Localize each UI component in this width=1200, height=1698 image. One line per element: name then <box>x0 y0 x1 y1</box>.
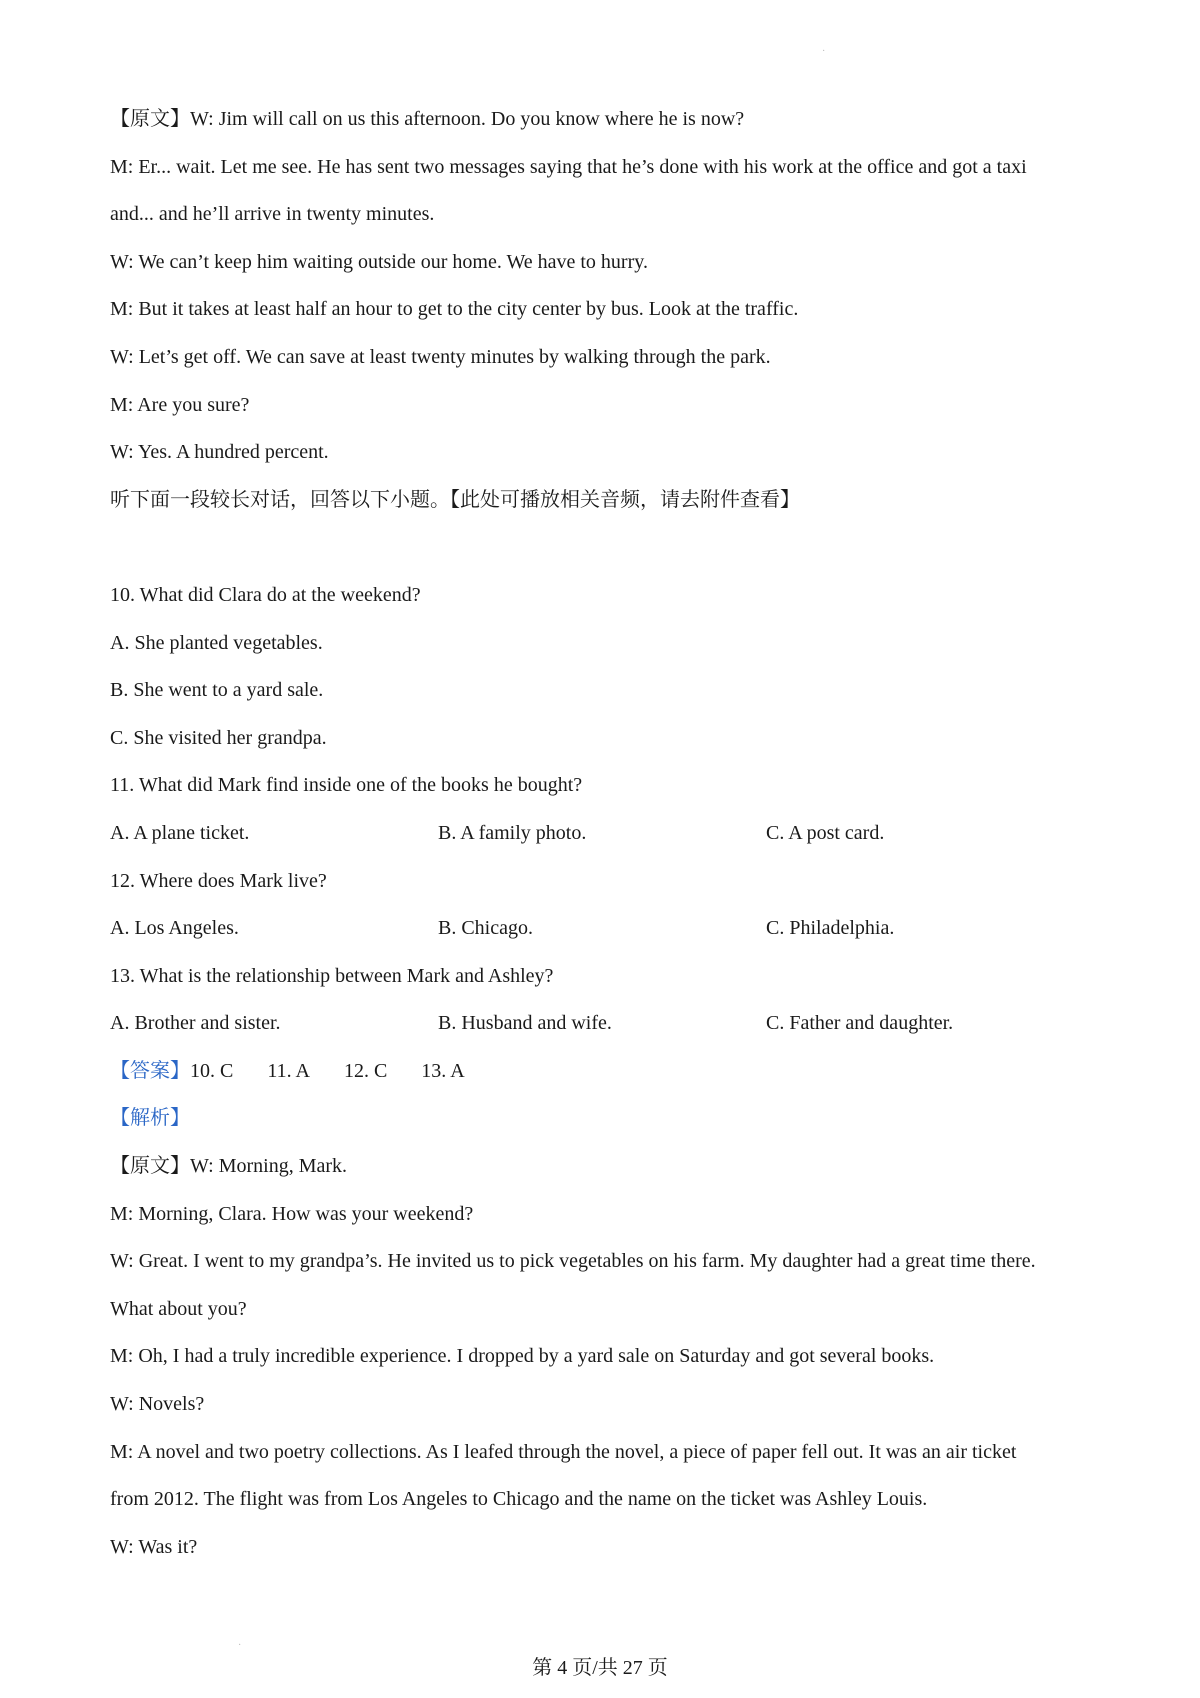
option-a: A. A plane ticket. <box>110 821 250 844</box>
option-c: C. Philadelphia. <box>766 917 895 940</box>
transcript-line: M: Er... wait. Let me see. He has sent two messages saying that he’s done with his work at the office and got a taxi <box>110 155 1027 178</box>
transcript-line: W: Yes. A hundred percent. <box>110 441 329 464</box>
transcript-line: 【原文】W: Jim will call on us this afternoon. Do you know where he is now? <box>110 108 745 130</box>
analysis-label: 【解析】 <box>110 1107 190 1130</box>
question-10 <box>110 572 1110 762</box>
options-row <box>110 810 1110 858</box>
blank-line <box>110 524 1110 572</box>
question-text: 10. What did Clara do at the weekend? <box>110 583 421 606</box>
transcript-line: and... and he’ll arrive in twenty minutes. <box>110 203 435 226</box>
answer-item: 11. A <box>267 1059 310 1082</box>
transcript-line: W: Let’s get off. We can save at least twenty minutes by walking through the park. <box>110 345 771 368</box>
listening-instruction: 听下面一段较长对话，回答以下小题。【此处可播放相关音频，请去附件查看】 <box>110 488 800 511</box>
scan-dot: · <box>822 46 826 57</box>
transcript-1 <box>110 96 1110 477</box>
question-12 <box>110 858 1110 953</box>
transcript-line: from 2012. The flight was from Los Angeles to Chicago and the name on the ticket was Ashley Louis. <box>110 1488 928 1511</box>
option-a: A. Brother and sister. <box>110 1012 281 1035</box>
option-b: B. She went to a yard sale. <box>110 679 324 702</box>
transcript-line: M: Are you sure? <box>110 393 250 416</box>
answer-item: 12. C <box>343 1059 388 1082</box>
question-text: 12. Where does Mark live? <box>110 869 327 892</box>
transcript-line: W: Was it? <box>110 1535 198 1558</box>
transcript-line: M: Morning, Clara. How was your weekend? <box>110 1202 474 1225</box>
option-c: C. A post card. <box>766 821 885 844</box>
transcript-2 <box>110 1143 1110 1571</box>
transcript-line: 【原文】W: Morning, Mark. <box>110 1155 348 1178</box>
option-c: C. She visited her grandpa. <box>110 726 327 749</box>
answer-item: 13. A <box>421 1059 465 1082</box>
transcript-line: What about you? <box>110 1297 247 1320</box>
option-c: C. Father and daughter. <box>766 1012 954 1035</box>
transcript-line: W: Great. I went to my grandpa’s. He invited us to pick vegetables on his farm. My daughter had a great time there. <box>110 1250 1036 1273</box>
question-11 <box>110 762 1110 857</box>
question-text: 13. What is the relationship between Mark and Ashley? <box>110 964 554 987</box>
option-b: B. A family photo. <box>438 821 587 844</box>
option-a: A. Los Angeles. <box>110 917 239 940</box>
transcript-line: M: But it takes at least half an hour to get to the city center by bus. Look at the traffic. <box>110 298 799 321</box>
transcript-line: M: A novel and two poetry collections. As I leafed through the novel, a piece of paper fell out. It was an air ticket <box>110 1440 1017 1463</box>
option-b: B. Chicago. <box>438 917 533 940</box>
page-number: 第 4 页/共 27 页 <box>532 1657 668 1679</box>
transcript-line: W: Novels? <box>110 1393 205 1416</box>
transcript-line: M: Oh, I had a truly incredible experience. I dropped by a yard sale on Saturday and got several books. <box>110 1345 935 1368</box>
question-13 <box>110 953 1110 1048</box>
options-row <box>110 1000 1110 1048</box>
option-a: A. She planted vegetables. <box>110 631 323 654</box>
page-content <box>110 96 1110 1571</box>
question-text: 11. What did Mark find inside one of the books he bought? <box>110 774 583 797</box>
answer-item: 10. C <box>190 1059 234 1082</box>
answer-label: 【答案】 <box>110 1059 190 1082</box>
answer-line <box>110 1048 1110 1096</box>
scan-dot: · <box>238 1640 242 1651</box>
option-b: B. Husband and wife. <box>438 1012 612 1035</box>
options-row <box>110 905 1110 953</box>
transcript-line: W: We can’t keep him waiting outside our home. We have to hurry. <box>110 250 648 273</box>
